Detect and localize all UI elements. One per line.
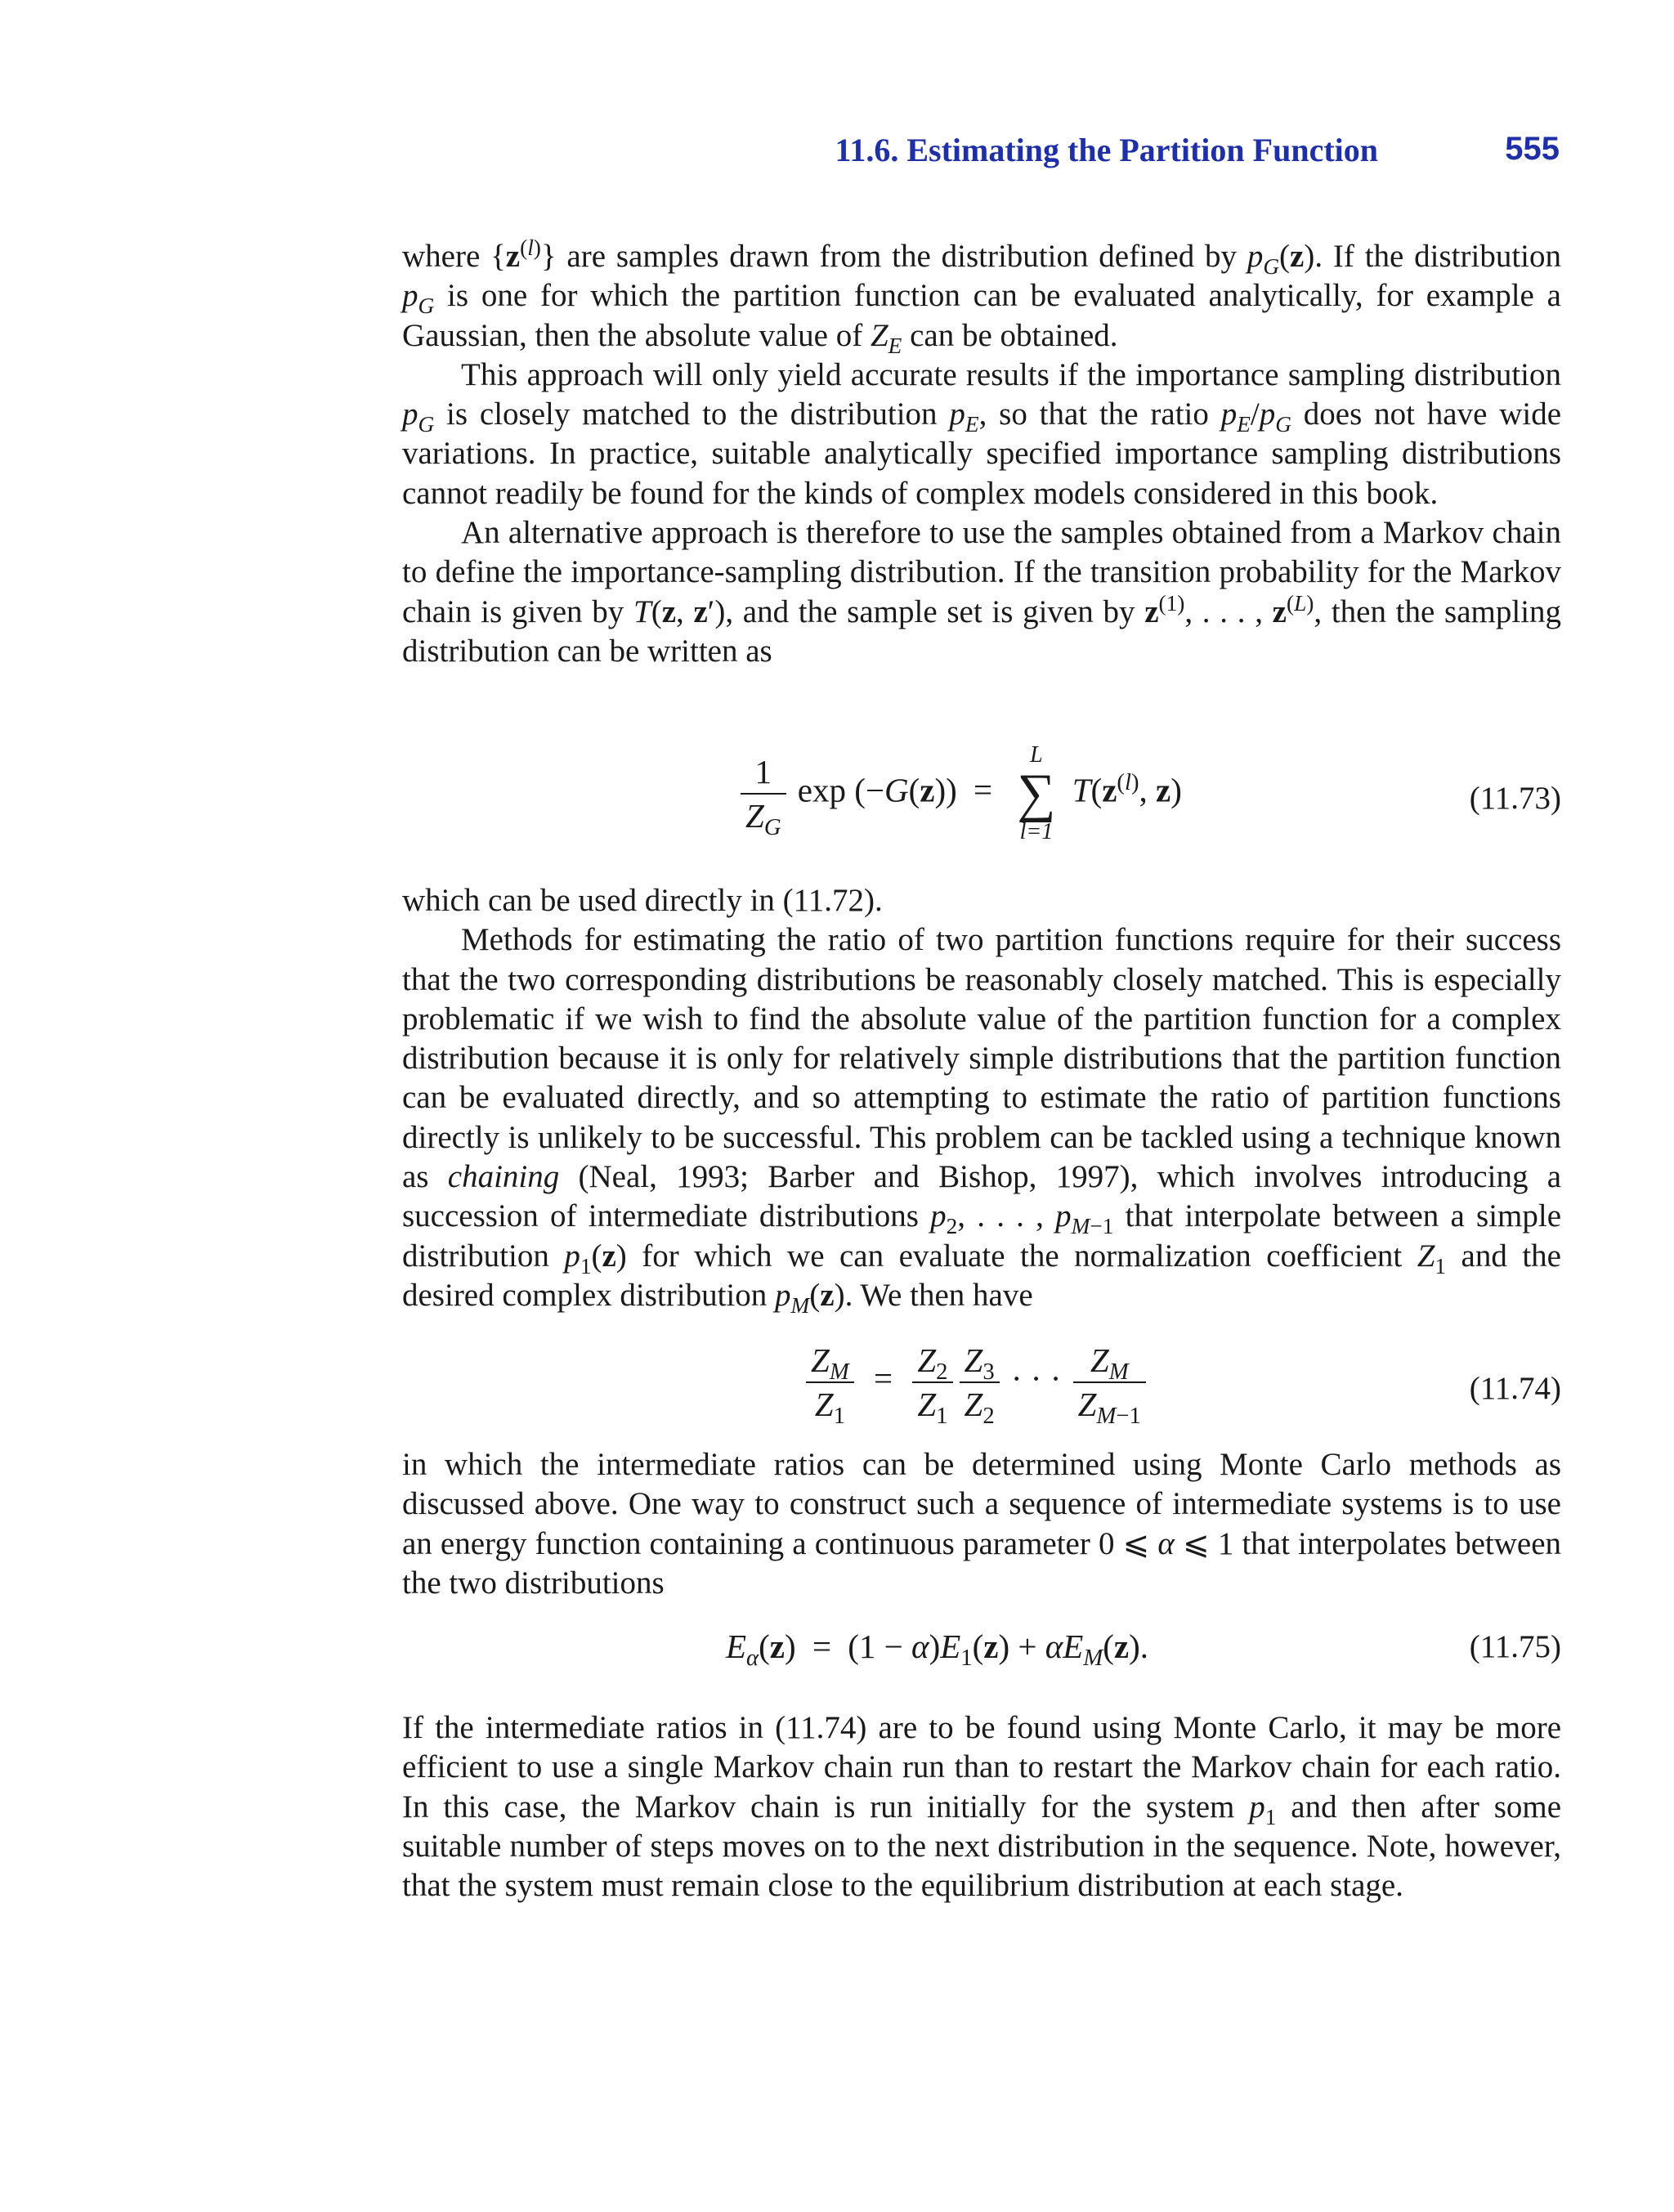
paragraph-1: where $\{z^{(l)}\}$ are samples drawn from the distribution defined by $p_G(z)$. If the distribution $p_G$ is one for which the partition function can be evaluated analytically, for example a Gaussian, then the absolute value of $Z_E$ can be obtained. [402,235,1561,358]
equation-11-74-body: $\frac{Z_M}{Z_1}$ = $\frac{Z_2}{Z_1}$ $\frac{Z_3}{Z_2}$ · · · $\frac{Z_M}{Z_{M-1}}$ [803,1341,1149,1424]
paragraph-4: which can be used directly in (11.72). [402,883,883,918]
paragraph-3: An alternative approach is therefore to use the samples obtained from a Markov chain to define the importance-sampling distribution. If the transition probability for the Markov chain is given by T(z, z′), and the sample set is given by $z^{(1)}$, . . . , $z^{(L)}$, then the sampling distribution can be written as [402,515,1562,669]
paragraph-7: If the intermediate ratios in (11.74) are to be found using Monte Carlo, it may be more efficient to use a single Markov chain run than to restart the Markov chain for each ratio. In this case, the Markov chain is run initially for the system $p_1$ and then after some suitable number of steps moves on to the next distribution in the sequence. Note, however, that the system must remain close to the equilibrium distribution at each stage. [402,1710,1562,1904]
paragraph-2: This approach will only yield accurate results if the importance sampling distribution $p_G$ is closely matched to the distribution $p_E$, so that the ratio $p_E/p_G$ does not have wide variations. In practice, suitable analytically specified importance sampling distributions cannot readily be found for the kinds of complex models considered in this book. [402,356,1562,511]
text-block-1 [402,237,1561,671]
equation-number: (11.75) [1469,1629,1561,1664]
equation-number: (11.73) [1469,781,1561,816]
text-block-3 [402,1445,1561,1603]
paragraph-5: Methods for estimating the ratio of two partition functions require for their success that the two corresponding distributions be reasonably closely matched. This is especially problematic if we wish to find the absolute value of the partition function for a complex distribution because it is only for relatively simple distributions that the partition function can be evaluated directly, and so attempting to estimate the ratio of partition functions directly is unlikely to be successful. This problem can be tackled using a technique known as chaining (Neal, 1993; Barber and Bishop, 1997), which involves introducing a succession of intermediate distributions $p_2$, . . . , $p_{M-1}$ that interpolate between a simple distribution $p_1(z)$ for which we can evaluate the normalization coefficient $Z_1$ and the desired complex distribution $p_M(z)$. We then have [402,922,1562,1318]
equation-11-73-body: $\frac{1}{Z_G}$ exp (−G(z)) = L ∑ l=1 $T(z^{(l)}$, z) [737,744,1182,844]
equation-11-74 [402,1341,1561,1439]
equation-11-75-body: $E_\alpha(z) = (1 - \alpha)E_1(z) + \alpha E_M(z)$. [726,1628,1148,1672]
page-number: 555 [1505,131,1560,167]
text-block-4 [402,1708,1561,1905]
paragraph-6: in which the intermediate ratios can be determined using Monte Carlo methods as discussed above. One way to construct such a sequence of intermediate systems is to use an energy function containing a continuous parameter 0 ⩽ α ⩽ 1 that interpolates between the two distributions [402,1447,1562,1601]
equation-number: (11.74) [1469,1371,1561,1406]
equation-11-75 [402,1627,1561,1676]
running-header-title: 11.6. Estimating the Partition Function [835,132,1378,168]
text-block-2 [402,881,1562,1318]
equation-11-73 [402,744,1561,858]
